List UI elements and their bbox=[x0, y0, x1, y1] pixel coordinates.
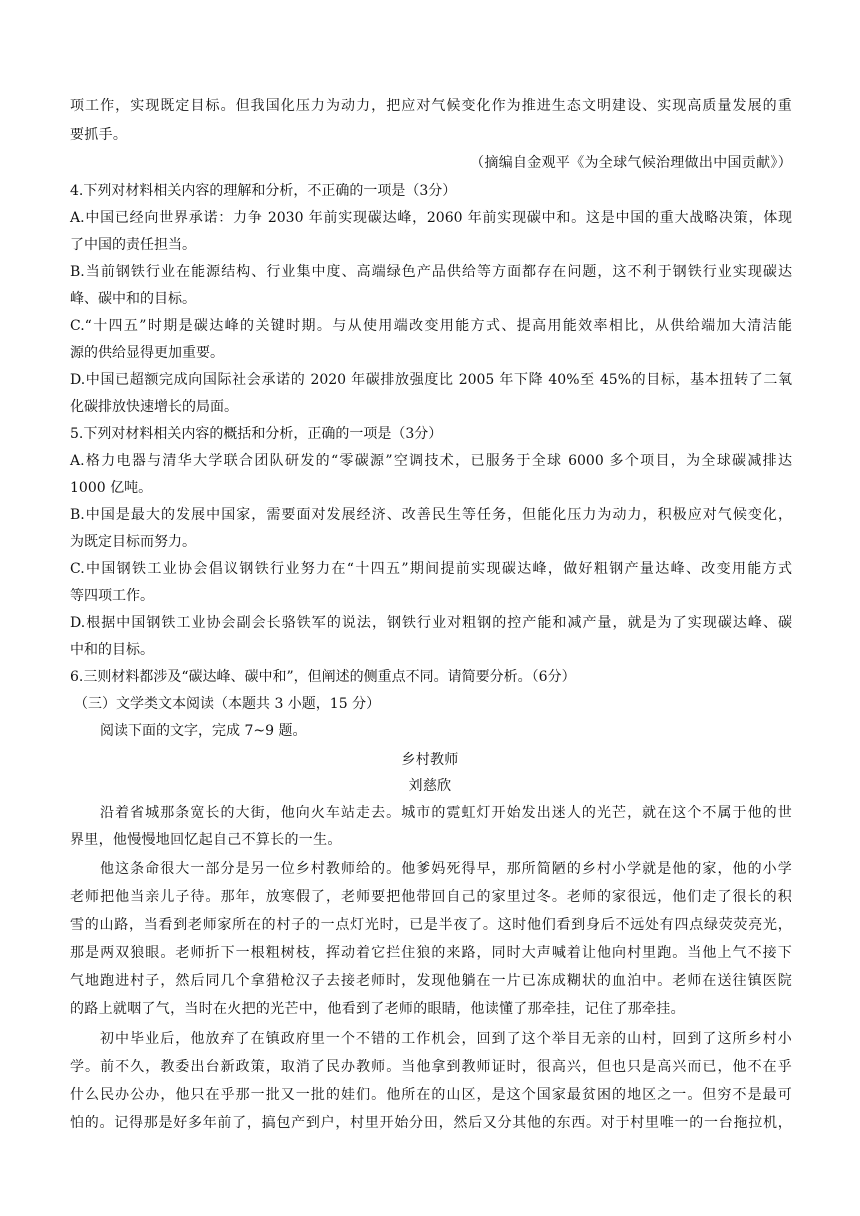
question-6-stem: 6.三则材料都涉及“碳达峰、碳中和”，但阐述的侧重点不同。请简要分析。（6分） bbox=[70, 669, 576, 685]
question-4-option-b: B.当前钢铁行业在能源结构、行业集中度、高端绿色产品供给等方面都存在问题，这不利于钢铁行业实现碳达 bbox=[70, 264, 792, 280]
question-4-option-c: C.“十四五”时期是碳达峰的关键时期。与从使用端改变用能方式、提高用能效率相比，从供给端加大清洁能 bbox=[70, 318, 792, 334]
question-5-option-c: C.中国钢铁工业协会倡议钢铁行业努力在“十四五”期间提前实现碳达峰，做好粗钢产量达峰、改变用能方式 bbox=[70, 561, 792, 577]
question-4-option-d: D.中国已超额完成向国际社会承诺的 2020 年碳排放强度比 2005 年下降 40%至 45%的目标，基本扭转了二氧 bbox=[70, 372, 792, 388]
question-5-option-a: A.格力电器与清华大学联合团队研发的“零碳源”空调技术，已服务于全球 6000 多个项目，为全球碳减排达 bbox=[70, 453, 792, 469]
section-instruction: 阅读下面的文字，完成 7~9 题。 bbox=[100, 723, 307, 739]
story-paragraph-line: 怕的。记得那是好多年前了，搞包产到户，村里开始分田，然后又分其他的东西。对于村里唯一的一台拖拉机， bbox=[70, 1115, 792, 1131]
story-paragraph-line: 的路上就咽了气，当时在火把的光芒中，他看到了老师的眼睛，他读懂了那牵挂，记住了那牵挂。 bbox=[70, 1001, 685, 1017]
story-paragraph-line: 什么民办公办，他只在乎那一批又一批的娃们。他所在的山区，是这个国家最贫困的地区之一。但穷不是最可 bbox=[70, 1087, 792, 1103]
story-paragraph-line: 气地跑进村子，然后同几个拿猎枪汉子去接老师时，发现他躺在一片已冻成糊状的血泊中。老师在送往镇医院 bbox=[70, 973, 792, 989]
material-text-line: 要抓手。 bbox=[70, 127, 128, 143]
material-source: （摘编自金观平《为全球气候治理做出中国贡献》） bbox=[470, 155, 792, 171]
question-5-option-a-cont: 1000 亿吨。 bbox=[70, 480, 153, 496]
question-4-option-d-cont: 化碳排放快速增长的局面。 bbox=[70, 399, 238, 415]
question-5-option-b-cont: 为既定目标而努力。 bbox=[70, 534, 196, 550]
story-paragraph-line: 沿着省城那条宽长的大街，他向火车站走去。城市的霓虹灯开始发出迷人的光芒，就在这个不属于他的世 bbox=[100, 805, 792, 821]
question-4-option-c-cont: 源的供给显得更加重要。 bbox=[70, 345, 224, 361]
question-5-option-b: B.中国是最大的发展中国家，需要面对发展经济、改善民生等任务，但能化压力为动力，积极应对气候变化， bbox=[70, 507, 792, 523]
story-paragraph-line: 那是两双狼眼。老师折下一根粗树枝，挥动着它拦住狼的来路，同时大声喊着让他向村里跑。当他上气不接下 bbox=[70, 945, 792, 961]
question-4-option-a: A.中国已经向世界承诺：力争 2030 年前实现碳达峰，2060 年前实现碳中和。这是中国的重大战略决策，体现 bbox=[70, 210, 792, 226]
section-heading: （三）文学类文本阅读（本题共 3 小题，15 分） bbox=[74, 696, 381, 712]
story-paragraph-line: 界里，他慢慢地回忆起自己不算长的一生。 bbox=[70, 832, 342, 848]
question-5-stem: 5.下列对材料相关内容的概括和分析，正确的一项是（3分） bbox=[70, 426, 443, 442]
question-5-option-c-cont: 等四项工作。 bbox=[70, 588, 154, 604]
story-author: 刘慈欣 bbox=[408, 778, 452, 794]
material-text-line: 项工作，实现既定目标。但我国化压力为动力，把应对气候变化作为推进生态文明建设、实现高质量发展的重 bbox=[70, 98, 792, 114]
question-5-option-d-cont: 中和的目标。 bbox=[70, 642, 154, 658]
question-4-option-a-cont: 了中国的责任担当。 bbox=[70, 237, 196, 253]
story-paragraph-line: 雪的山路，当看到老师家所在的村子的一点灯光时，已是半夜了。这时他们看到身后不远处有四点绿荧荧亮光， bbox=[70, 917, 792, 933]
story-title: 乡村教师 bbox=[401, 752, 459, 768]
story-paragraph-line: 学。前不久，教委出台新政策，取消了民办教师。当他拿到教师证时，很高兴，但也只是高兴而已，他不在乎 bbox=[70, 1059, 792, 1075]
question-4-stem: 4.下列对材料相关内容的理解和分析，不正确的一项是（3分） bbox=[70, 183, 457, 199]
story-paragraph-line: 他这条命很大一部分是另一位乡村教师给的。他爹妈死得早，那所简陋的乡村小学就是他的家，他的小学 bbox=[100, 861, 792, 877]
story-paragraph-line: 初中毕业后，他放弃了在镇政府里一个不错的工作机会，回到了这个举目无亲的山村，回到了这所乡村小 bbox=[100, 1031, 792, 1047]
question-5-option-d: D.根据中国钢铁工业协会副会长骆铁军的说法，钢铁行业对粗钢的控产能和减产量，就是为了实现碳达峰、碳 bbox=[70, 615, 792, 631]
story-paragraph-line: 老师把他当亲儿子待。那年，放寒假了，老师要把他带回自己的家里过冬。老师的家很远，他们走了很长的积 bbox=[70, 889, 792, 905]
question-4-option-b-cont: 峰、碳中和的目标。 bbox=[70, 291, 196, 307]
